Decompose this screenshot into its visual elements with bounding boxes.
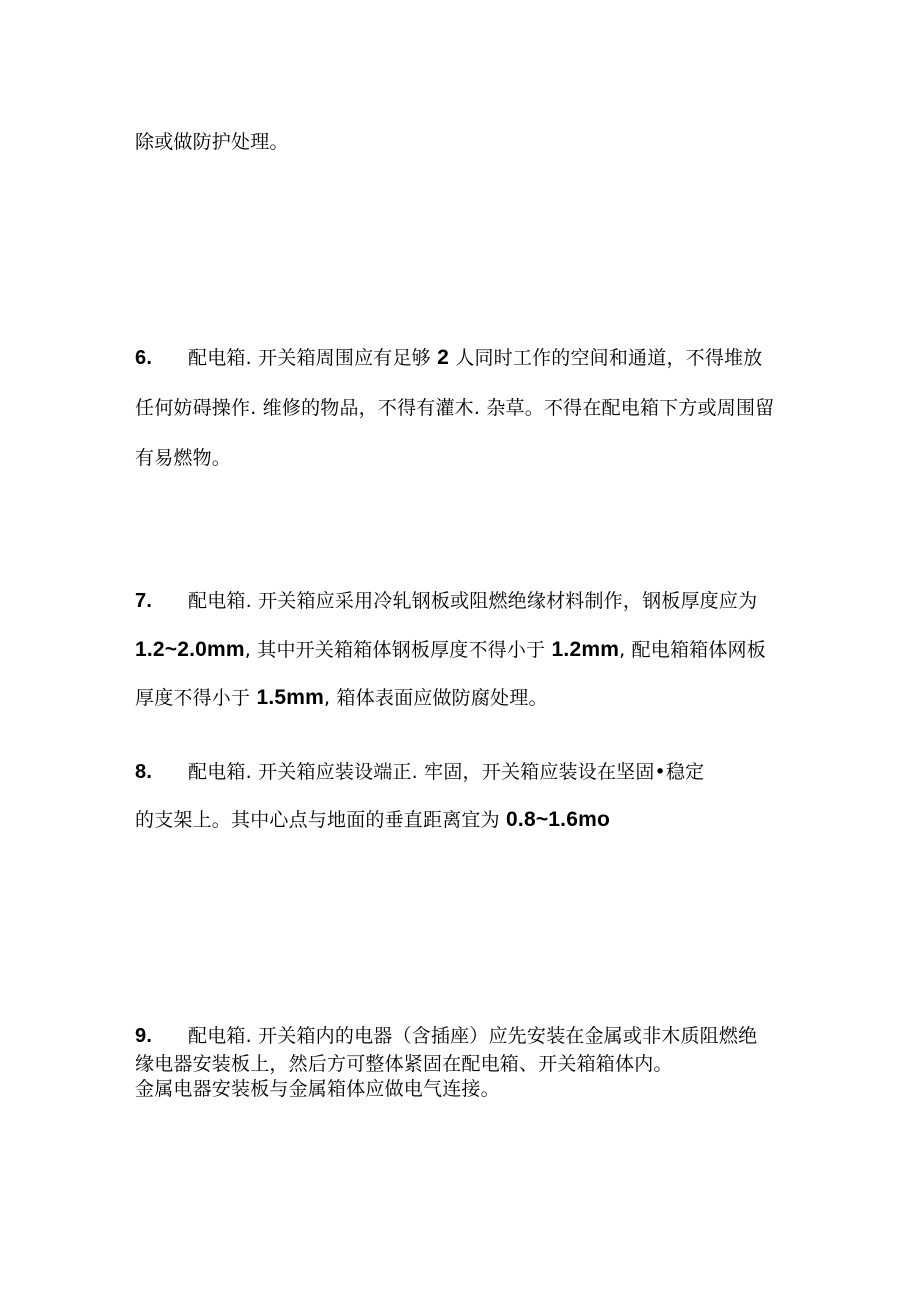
item-8-line-2 [135, 808, 610, 832]
item-6-line-2: 任何妨碍操作. 维修的物品，不得有灌木. 杂草。不得在配电箱下方或周围留 [135, 397, 775, 419]
item-6-text-1a: 配电箱. 开关箱周围应有足够 [188, 347, 438, 369]
item-7-text-2c: 1.2mm [551, 638, 620, 661]
item-6-number: 6. [135, 347, 153, 369]
item-9-number: 9. [135, 1025, 153, 1047]
item-8-text-1: 配电箱. 开关箱应装设端正. 牢固，开关箱应装设在坚固•稳定 [188, 761, 705, 783]
item-6-text-1b: 2 [437, 346, 450, 369]
item-7-text-2a: 1.2~2.0mm [135, 638, 245, 661]
item-7-text-2d: , 配电箱箱体网板 [619, 639, 766, 661]
item-7-text-1: 配电箱. 开关箱应采用冷轧钢板或阻燃绝缘材料制作，钢板厚度应为 [188, 590, 758, 612]
item-7-text-2b: , 其中开关箱箱体钢板厚度不得小于 [244, 639, 552, 661]
item-8-text-2a: 的支架上。其中心点与地面的垂直距离宜为 [135, 809, 507, 831]
item-8-text-2c: o [596, 808, 610, 831]
item-9-line-1 [135, 1024, 757, 1048]
item-9-text-1: 配电箱. 开关箱内的电器（含插座）应先安装在金属或非木质阻燃绝 [188, 1025, 758, 1047]
item-7-line-2 [135, 638, 766, 662]
item-7-text-3a: 厚度不得小于 [135, 687, 257, 709]
item-8-text-2b: 0.8~1.6m [506, 808, 597, 831]
item-7-line-3 [135, 686, 548, 710]
item-7-line-1 [135, 589, 757, 613]
item-7-text-3c: , 箱体表面应做防腐处理。 [324, 687, 548, 709]
item-9-line-3: 金属电器安装板与金属箱体应做电气连接。 [135, 1078, 500, 1100]
item-9-line-2: 缘电器安装板上，然后方可整体紧固在配电箱、开关箱箱体内。 [135, 1053, 673, 1075]
continuation-text: 除或做防护处理。 [135, 131, 289, 153]
item-7-text-3b: 1.5mm [256, 686, 324, 709]
item-8-number: 8. [135, 761, 153, 783]
item-7-number: 7. [135, 590, 153, 612]
item-6-line-3: 有易燃物。 [135, 447, 232, 469]
item-6-line-1 [135, 346, 762, 370]
item-6-text-1c: 人同时工作的空间和通道，不得堆放 [449, 347, 763, 369]
item-8-line-1 [135, 760, 704, 784]
